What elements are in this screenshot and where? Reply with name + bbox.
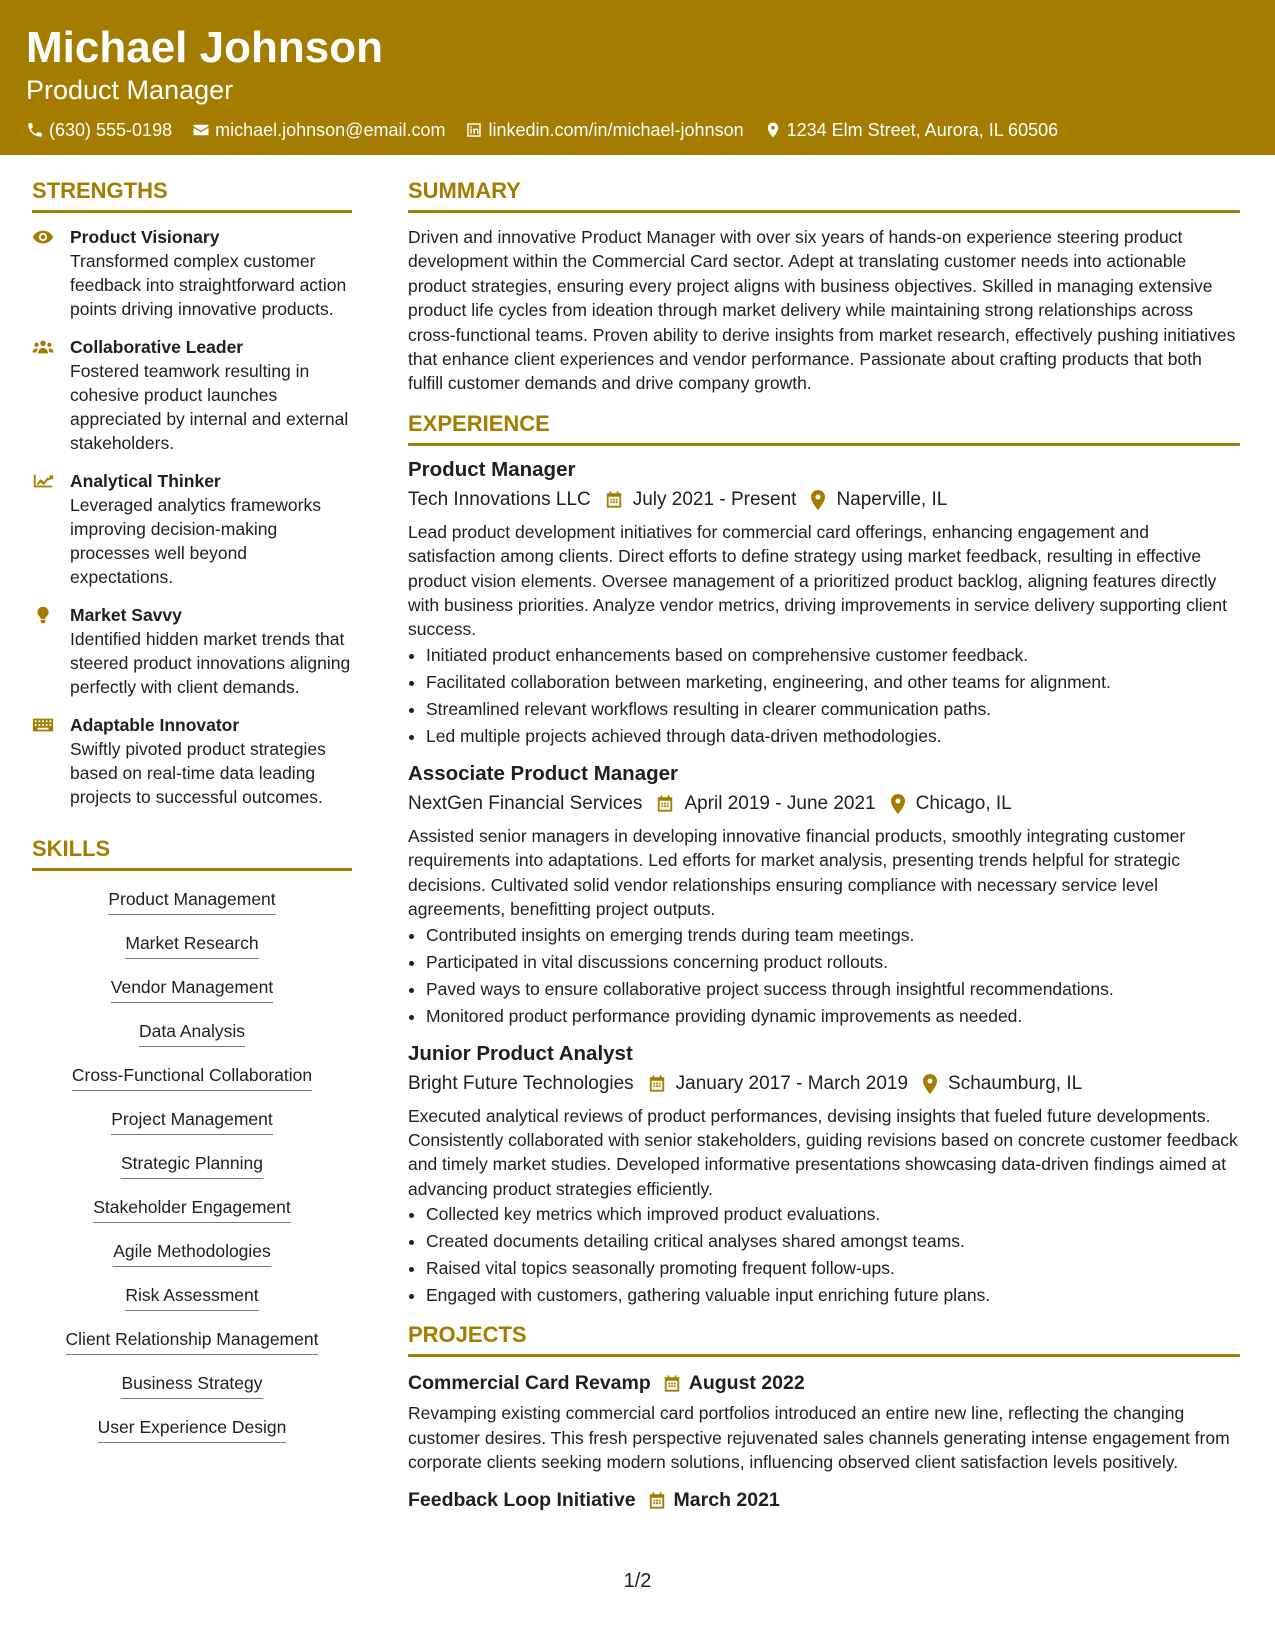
strength-title: Analytical Thinker <box>70 471 221 491</box>
strength-desc: Fostered teamwork resulting in cohesive product launches appreciated by internal and external stakeholders. <box>70 361 349 453</box>
strengths-title: STRENGTHS <box>32 177 352 213</box>
resume-header <box>0 0 1275 155</box>
job-bullet: • Paved ways to ensure collaborative project success through insightful recommendations. <box>426 976 1240 1003</box>
job-title: Associate Product Manager <box>408 761 678 785</box>
summary-title: SUMMARY <box>408 177 1240 213</box>
map-pin-icon <box>764 121 782 139</box>
job-bullet: • Monitored product performance providing dynamic improvements as needed. <box>426 1003 1240 1030</box>
skill-tag: Market Research <box>125 931 258 959</box>
skill-tag: Strategic Planning <box>121 1151 263 1179</box>
experience-title: EXPERIENCE <box>408 410 1240 446</box>
project-description: Revamping existing commercial card portfolios introduced an entire new line, reflecting the changing customer desires. This fresh perspective rejuvenated sales channels generating intense engagement from corporate clients seeking modern solutions, influencing observed client satisfaction levels positively. <box>408 1403 1230 1472</box>
envelope-icon <box>192 121 210 139</box>
job-bullet: • Streamlined relevant workflows resulting in clearer communication paths. <box>426 696 1240 723</box>
job-company: Bright Future Technologies <box>408 1072 634 1094</box>
calendar-icon <box>605 490 623 509</box>
contact-address <box>764 118 1059 142</box>
job-bullet: • Participated in vital discussions concerning product rollouts. <box>426 949 1240 976</box>
strength-title: Adaptable Innovator <box>70 715 240 735</box>
strength-title: Market Savvy <box>70 605 182 625</box>
job-meta <box>408 486 1240 514</box>
job-entry <box>408 456 1240 750</box>
summary-text: Driven and innovative Product Manager with over six years of hands-on experience steering product development within the Commercial Card sector. Adept at translating customer needs into actionable product strategies, ensuring every project aligns with business objectives. Skilled in managing extensive product life cycles from ideation through market delivery while maintaining strong relationships across cross-functional teams. Proven ability to derive insights from market research, effectively pushing initiatives that enhance client experiences and vendor performance. Passionate about crafting products that both fulfill customer demands and drive company growth. <box>408 227 1236 394</box>
contact-email[interactable] <box>192 118 445 142</box>
candidate-name: Michael Johnson <box>26 23 383 72</box>
email-text: michael.johnson@email.com <box>215 120 446 140</box>
job-meta <box>408 1070 1240 1098</box>
skill-tag: Cross-Functional Collaboration <box>72 1063 312 1091</box>
project-head <box>408 1486 1240 1514</box>
map-pin-icon <box>810 490 826 510</box>
skill-tag: Client Relationship Management <box>66 1327 319 1355</box>
strength-item <box>32 713 352 809</box>
skills-title: SKILLS <box>32 835 352 871</box>
job-company: NextGen Financial Services <box>408 792 643 814</box>
page-number: 1/2 <box>623 1570 652 1592</box>
project-title: Feedback Loop Initiative <box>408 1489 636 1512</box>
map-pin-icon <box>890 794 906 814</box>
strength-desc: Leveraged analytics frameworks improving decision-making processes well beyond expectations. <box>70 495 321 587</box>
job-bullet: • Created documents detailing critical analyses shared amongst teams. <box>426 1228 1240 1255</box>
job-bullet: • Engaged with customers, gathering valuable input enriching future plans. <box>426 1282 1240 1309</box>
right-column <box>408 177 1240 1526</box>
projects-section <box>408 1321 1240 1514</box>
job-entry <box>408 760 1240 1030</box>
strength-item <box>32 603 352 699</box>
job-bullet: • Initiated product enhancements based on comprehensive customer feedback. <box>426 642 1240 669</box>
phone-text: (630) 555-0198 <box>49 120 173 140</box>
lightbulb-icon <box>32 606 54 624</box>
job-location: Naperville, IL <box>836 488 948 510</box>
contact-phone[interactable] <box>26 118 172 142</box>
calendar-icon <box>648 1491 666 1510</box>
project-title: Commercial Card Revamp <box>408 1372 651 1395</box>
users-icon <box>32 338 54 356</box>
job-location: Schaumburg, IL <box>948 1072 1083 1094</box>
eye-icon <box>32 228 54 246</box>
job-meta <box>408 790 1240 818</box>
strength-item <box>32 469 352 589</box>
skill-tag: User Experience Design <box>98 1415 287 1443</box>
chart-line-icon <box>32 472 54 490</box>
job-bullets <box>408 642 1240 750</box>
linkedin-icon <box>465 121 483 139</box>
skill-tag: Stakeholder Engagement <box>93 1195 291 1223</box>
left-column <box>32 177 352 1459</box>
job-bullet: • Raised vital topics seasonally promoting frequent follow-ups. <box>426 1255 1240 1282</box>
skill-tag: Project Management <box>111 1107 272 1135</box>
job-description: Executed analytical reviews of product performances, devising insights that fueled future developments. Consistently collaborated with senior stakeholders, guiding revisions based on concrete customer feedback and timely market studies. Developed informative presentations showcasing data-driven findings aimed at advancing product strategies efficiently. <box>408 1105 1238 1199</box>
linkedin-text: linkedin.com/in/michael-johnson <box>488 120 744 140</box>
contact-linkedin[interactable] <box>465 118 743 142</box>
projects-title: PROJECTS <box>408 1321 1240 1357</box>
job-dates: January 2017 - March 2019 <box>675 1072 909 1094</box>
job-bullet: • Contributed insights on emerging trends during team meetings. <box>426 922 1240 949</box>
job-dates: July 2021 - Present <box>632 488 797 510</box>
project-entry <box>408 1486 1240 1514</box>
keyboard-icon <box>32 716 54 734</box>
job-bullet: • Led multiple projects achieved through data-driven methodologies. <box>426 723 1240 750</box>
job-company: Tech Innovations LLC <box>408 488 591 510</box>
job-bullet: • Collected key metrics which improved product evaluations. <box>426 1201 1240 1228</box>
job-location: Chicago, IL <box>915 792 1012 814</box>
skill-tag: Business Strategy <box>121 1371 262 1399</box>
strength-item <box>32 225 352 321</box>
skill-tag: Product Management <box>108 887 275 915</box>
skill-tag: Agile Methodologies <box>113 1239 271 1267</box>
job-title: Product Manager <box>408 457 576 481</box>
calendar-icon <box>663 1374 681 1393</box>
address-text: 1234 Elm Street, Aurora, IL 60506 <box>786 120 1059 140</box>
strength-item <box>32 335 352 455</box>
skills-section <box>32 835 352 1459</box>
project-entry <box>408 1369 1240 1474</box>
candidate-role: Product Manager <box>26 75 234 105</box>
job-description: Assisted senior managers in developing innovative financial products, smoothly integrating customer requirements into adaptations. Led efforts for market analysis, presenting trends helpful for strategic decisions. Cultivated solid vendor relationships ensuring compliance with necessary service level agreements, benefitting project outputs. <box>408 825 1186 920</box>
strength-title: Collaborative Leader <box>70 337 244 357</box>
phone-icon <box>26 121 44 139</box>
strength-desc: Swiftly pivoted product strategies based on real-time data leading projects to successful outcomes. <box>70 739 326 807</box>
project-head <box>408 1369 1240 1397</box>
strength-desc: Identified hidden market trends that steered product innovations aligning perfectly with client demands. <box>70 629 351 697</box>
job-bullets <box>408 1201 1240 1309</box>
job-bullet: • Facilitated collaboration between marketing, engineering, and other teams for alignment. <box>426 669 1240 696</box>
skill-list <box>32 883 352 1459</box>
job-bullets <box>408 922 1240 1030</box>
calendar-icon <box>656 794 674 813</box>
calendar-icon <box>648 1074 666 1093</box>
skill-tag: Risk Assessment <box>125 1283 258 1311</box>
map-pin-icon <box>922 1074 938 1094</box>
contact-bar <box>26 118 1249 142</box>
job-entry <box>408 1040 1240 1310</box>
job-description: Lead product development initiatives for commercial card offerings, enhancing engagement and satisfaction among clients. Direct efforts to define strategy using market feedback, resulting in effective product vision elements. Oversee management of a prioritized product backlog, aligning features directly with business priorities. Analyze vendor metrics, driving improvements in service delivery supporting client success. <box>408 521 1227 640</box>
job-dates: April 2019 - June 2021 <box>684 792 876 814</box>
skill-tag: Vendor Management <box>111 975 273 1003</box>
project-date: March 2021 <box>673 1489 780 1512</box>
project-date: August 2022 <box>688 1372 805 1395</box>
skill-tag: Data Analysis <box>139 1019 245 1047</box>
strength-title: Product Visionary <box>70 227 220 247</box>
job-title: Junior Product Analyst <box>408 1041 633 1065</box>
strength-desc: Transformed complex customer feedback into straightforward action points driving innovative products. <box>70 251 347 319</box>
